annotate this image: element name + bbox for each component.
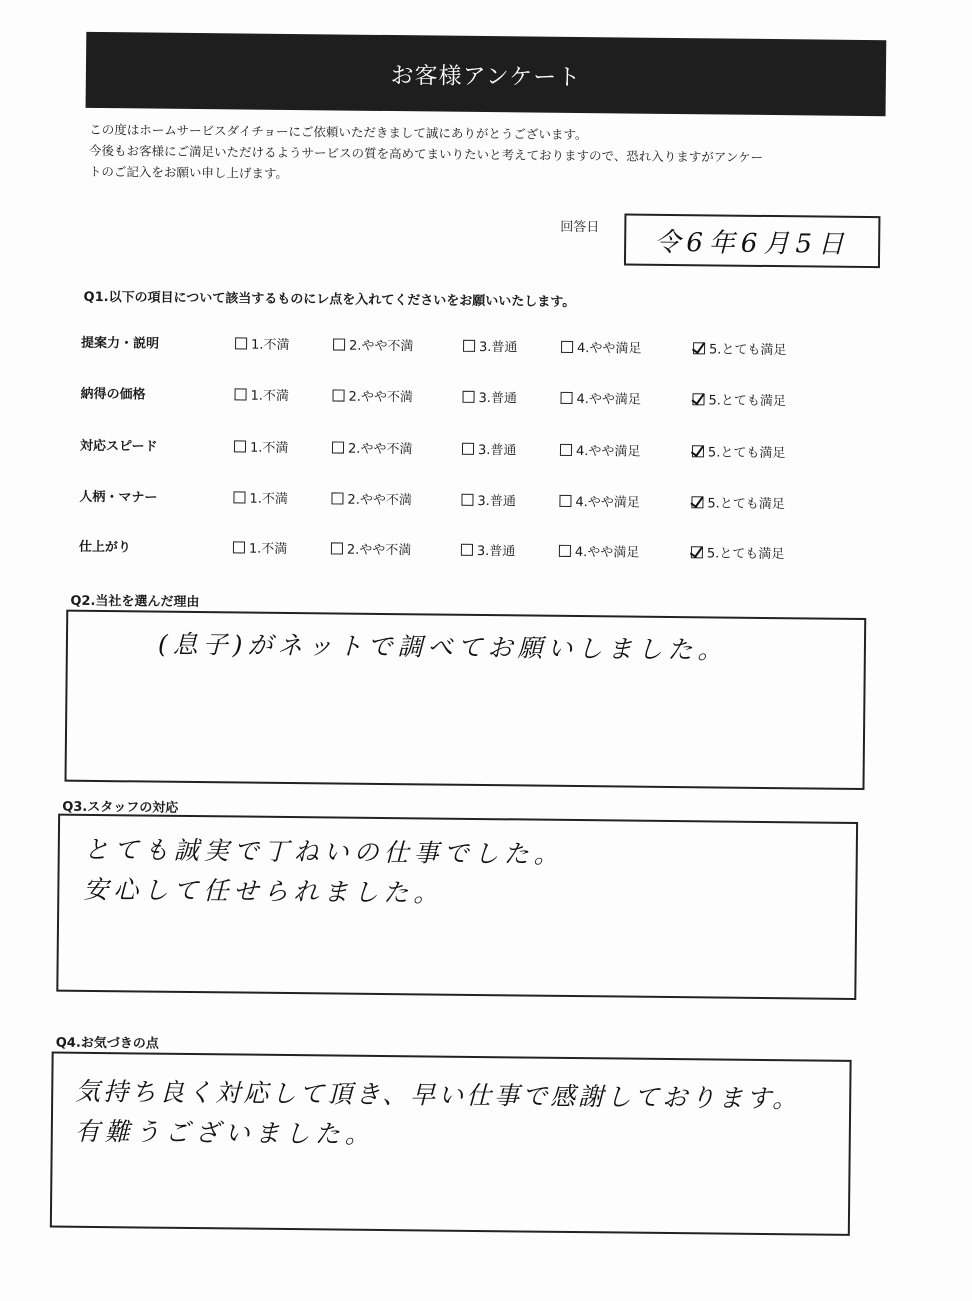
checkbox[interactable] xyxy=(462,390,474,402)
checkbox[interactable] xyxy=(235,388,247,400)
checkbox[interactable] xyxy=(693,342,705,354)
option-label: 3.普通 xyxy=(478,390,518,407)
survey-title: お客様アンケート xyxy=(86,32,887,116)
option-label: 1.不満 xyxy=(249,491,288,507)
q3-answer-field[interactable] xyxy=(56,814,858,1000)
checkbox[interactable] xyxy=(233,491,245,503)
option-label: 1.不満 xyxy=(249,440,289,456)
checkbox[interactable] xyxy=(560,391,572,403)
checkbox[interactable] xyxy=(559,494,571,506)
option-1[interactable] xyxy=(234,436,289,456)
option-label: 1.不満 xyxy=(250,388,290,404)
option-label: 5.とても満足 xyxy=(707,496,785,513)
option-1[interactable] xyxy=(234,384,289,404)
option-3[interactable] xyxy=(461,540,516,560)
option-label: 2.やや不満 xyxy=(347,441,413,458)
option-label: 5.とても満足 xyxy=(708,342,787,359)
option-5[interactable] xyxy=(691,542,785,562)
intro-line: 今後もお客様にご満足いただけるようサービスの質を高めてまいりたいと考えておりますので、恐れ入りますがアンケー xyxy=(89,142,764,165)
q4-heading: Q4.お気づきの点 xyxy=(55,1035,159,1052)
rating-row-label: 人柄・マナー xyxy=(79,489,158,506)
option-4[interactable] xyxy=(561,337,642,357)
option-2[interactable] xyxy=(333,334,414,354)
q3-heading: Q3.スタッフの対応 xyxy=(62,799,179,816)
intro-text xyxy=(89,119,880,190)
option-label: 3.普通 xyxy=(477,442,517,459)
date-label: 回答日 xyxy=(560,219,600,236)
option-4[interactable] xyxy=(559,491,640,511)
option-label: 2.やや不満 xyxy=(348,389,414,406)
option-3[interactable] xyxy=(462,439,517,459)
q3-answer-line: とても誠実で丁ねいの仕事でした。 xyxy=(83,834,564,869)
checkbox[interactable] xyxy=(463,339,475,351)
q2-answer-field[interactable] xyxy=(64,610,866,790)
checkbox[interactable] xyxy=(332,441,344,453)
option-5[interactable] xyxy=(691,492,785,512)
option-2[interactable] xyxy=(331,488,412,508)
checkbox[interactable] xyxy=(235,337,247,349)
rating-row-label: 仕上がり xyxy=(78,539,132,556)
option-label: 5.とても満足 xyxy=(706,546,785,563)
option-label: 2.やや不満 xyxy=(347,492,412,509)
checkbox[interactable] xyxy=(331,542,343,554)
rating-row-price xyxy=(80,383,840,415)
date-field[interactable] xyxy=(624,213,881,268)
option-2[interactable] xyxy=(331,538,412,558)
option-label: 4.やや満足 xyxy=(575,494,640,511)
option-label: 4.やや満足 xyxy=(576,391,642,408)
q3-answer-line: 安心して任せられました。 xyxy=(83,874,444,908)
rating-row-proposal xyxy=(81,332,841,364)
option-2[interactable] xyxy=(332,437,413,457)
intro-line: トのご記入をお願い申し上げます。 xyxy=(88,163,288,181)
option-label: 4.やや満足 xyxy=(576,341,642,357)
option-1[interactable] xyxy=(235,333,290,353)
q4-answer-line: 有難うございました。 xyxy=(74,1116,375,1149)
checkbox[interactable] xyxy=(561,340,573,352)
checkbox[interactable] xyxy=(461,543,473,555)
checkbox[interactable] xyxy=(461,493,473,505)
q4-answer-field[interactable] xyxy=(50,1052,852,1236)
option-label: 3.普通 xyxy=(477,493,516,510)
rating-row-label: 提案力・説明 xyxy=(81,335,160,352)
intro-line: この度はホームサービスダイチョーにご依頼いただきまして誠にありがとうございます。 xyxy=(89,121,588,143)
option-label: 1.不満 xyxy=(248,541,288,557)
option-3[interactable] xyxy=(462,387,517,407)
option-4[interactable] xyxy=(559,541,640,561)
option-label: 1.不満 xyxy=(250,337,290,353)
option-3[interactable] xyxy=(463,336,518,356)
option-4[interactable] xyxy=(560,388,641,408)
option-5[interactable] xyxy=(692,441,786,461)
option-3[interactable] xyxy=(461,490,516,510)
option-5[interactable] xyxy=(692,389,786,409)
checkbox[interactable] xyxy=(559,544,571,556)
option-label: 3.普通 xyxy=(476,543,516,560)
rating-row-manner xyxy=(79,486,839,518)
option-2[interactable] xyxy=(332,385,413,405)
q4-answer-line: 気持ち良く対応して頂き、早い仕事で感謝しております。 xyxy=(75,1076,801,1114)
option-5[interactable] xyxy=(693,338,787,358)
q2-answer-line: (息子)がネットで調べてお願いしました。 xyxy=(157,629,728,665)
q1-heading: Q1.以下の項目について該当するものにレ点を入れてくださいをお願いいたします。 xyxy=(83,289,576,310)
option-1[interactable] xyxy=(233,487,288,507)
option-label: 5.とても満足 xyxy=(708,393,786,410)
rating-row-speed xyxy=(80,435,840,467)
option-label: 5.とても満足 xyxy=(707,445,786,462)
checkbox[interactable] xyxy=(331,492,343,504)
option-label: 2.やや不満 xyxy=(348,338,414,355)
rating-row-label: 対応スピード xyxy=(79,438,158,455)
rating-row-finish xyxy=(79,536,839,568)
checkbox[interactable] xyxy=(560,443,572,455)
checkbox[interactable] xyxy=(462,442,474,454)
rating-row-label: 納得の価格 xyxy=(80,386,146,403)
option-label: 4.やや満足 xyxy=(575,443,641,460)
checkbox[interactable] xyxy=(692,393,704,405)
option-label: 3.普通 xyxy=(478,339,518,356)
q2-heading: Q2.当社を選んだ理由 xyxy=(70,593,200,611)
checkbox[interactable] xyxy=(691,496,703,508)
option-4[interactable] xyxy=(560,440,641,460)
option-1[interactable] xyxy=(233,537,288,557)
checkbox[interactable] xyxy=(234,440,246,452)
checkbox[interactable] xyxy=(332,389,344,401)
checkbox[interactable] xyxy=(691,546,703,558)
date-value: 令6年6月5日 xyxy=(654,227,851,260)
option-label: 2.やや不満 xyxy=(346,542,412,559)
option-label: 4.やや満足 xyxy=(574,544,640,561)
checkbox[interactable] xyxy=(333,338,345,350)
checkbox[interactable] xyxy=(233,541,245,553)
checkbox[interactable] xyxy=(692,445,704,457)
